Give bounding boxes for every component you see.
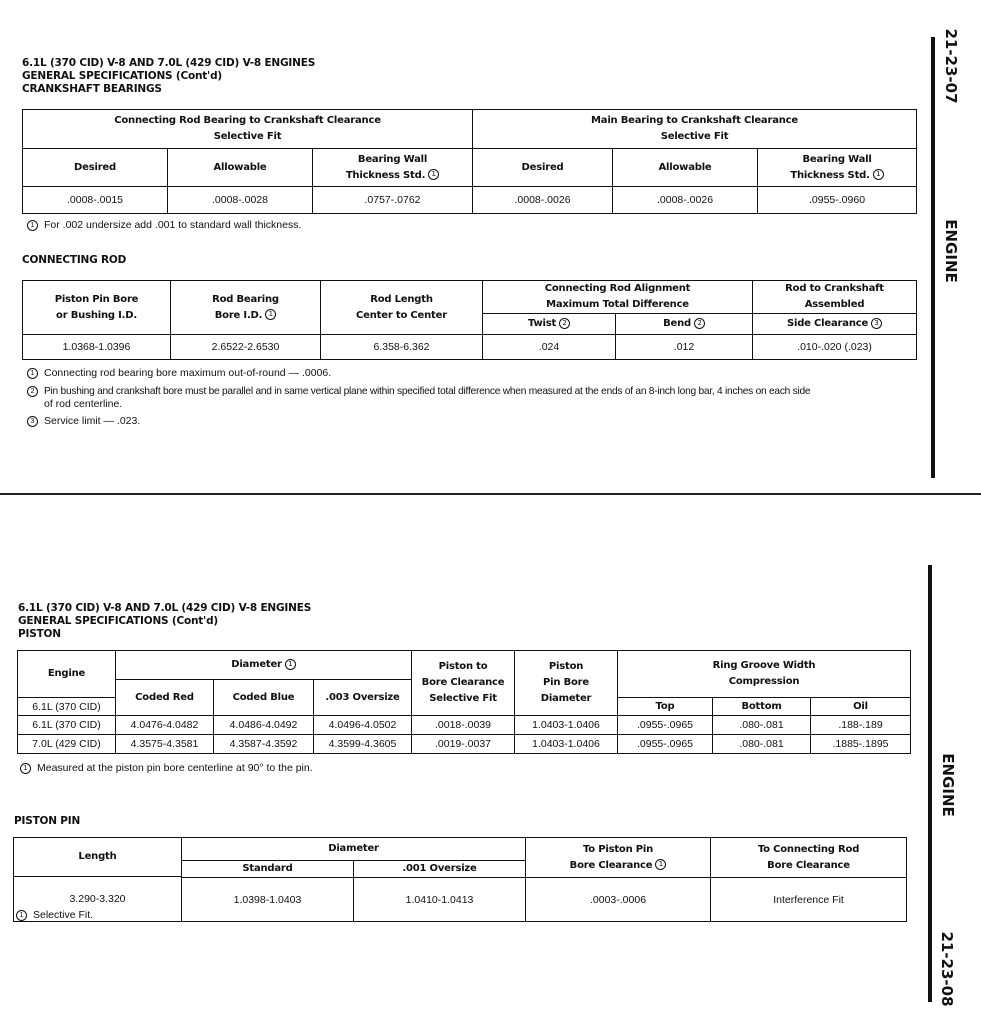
- piston-cell: .188-.189: [811, 716, 911, 735]
- piston-col-coded-red: Coded Red: [116, 680, 214, 716]
- piston-data-rows: [17, 715, 911, 754]
- connecting-rod-table: [22, 280, 917, 360]
- crank-group-rod-header: Connecting Rod Bearing to Crankshaft Clearance Selective Fit: [23, 110, 473, 149]
- pin-cell: 1.0398-1.0403: [182, 878, 354, 922]
- pin-col-standard: Standard: [182, 861, 354, 878]
- piston-cell: 4.3587-4.3592: [214, 735, 314, 754]
- crankshaft-bearings-table: [22, 109, 917, 214]
- piston-pin-table: [13, 837, 907, 922]
- crank-cell: .0955-.0960: [758, 187, 917, 214]
- piston-col-coded-blue: Coded Blue: [214, 680, 314, 716]
- rod-note-2: 2 Pin bushing and crankshaft bore must be parallel and in same vertical plane within specified total difference when measured at the ends of an 8-inch long bar, 4 inches on each side: [27, 385, 922, 398]
- footnote-2-marker: 2: [694, 318, 705, 329]
- piston-cell: 4.0486-4.0492: [214, 716, 314, 735]
- pin-col-to-piston: To Piston Pin Bore Clearance 1: [526, 838, 711, 878]
- top-title-block: [22, 57, 315, 96]
- rod-footnotes: [27, 367, 922, 428]
- top-title-line-2: GENERAL SPECIFICATIONS (Cont'd): [22, 70, 222, 82]
- piston-cell: 1.0403-1.0406: [515, 735, 618, 754]
- top-page-number: 21-23-07: [942, 28, 960, 104]
- piston-col-ring-groove: Ring Groove Width Compression: [618, 651, 911, 698]
- rod-cell: 1.0368-1.0396: [23, 335, 171, 360]
- pin-cell: 1.0410-1.0413: [354, 878, 526, 922]
- bottom-section-label: ENGINE: [939, 753, 957, 817]
- crank-cell: .0008-.0015: [23, 187, 168, 214]
- page-divider: [0, 493, 981, 495]
- footnote-3-marker: 3: [871, 318, 882, 329]
- bottom-title-line-3: PISTON: [18, 628, 61, 640]
- top-title-line-1: 6.1L (370 CID) V-8 AND 7.0L (429 CID) V-8 ENGINES: [22, 57, 316, 69]
- rod-cell: .010-.020 (.023): [753, 335, 917, 360]
- bottom-title-block: [18, 602, 311, 641]
- piston-cell: .080-.081: [713, 735, 811, 754]
- piston-cell: 1.0403-1.0406: [515, 716, 618, 735]
- rod-col-alignment: Connecting Rod Alignment Maximum Total Difference: [483, 281, 753, 314]
- footnote-1-marker: 1: [655, 859, 666, 870]
- rod-col-pin-bore: Piston Pin Bore or Bushing I.D.: [23, 281, 171, 335]
- pin-col-oversize: .001 Oversize: [354, 861, 526, 878]
- pin-footnote: 1 Selective Fit.: [16, 909, 93, 922]
- rod-cell: .012: [616, 335, 753, 360]
- crank-col-allowable: Allowable: [168, 149, 313, 187]
- top-section-label: ENGINE: [942, 219, 960, 283]
- bottom-page-number: 21-23-08: [938, 931, 956, 1007]
- rod-cell: 2.6522-2.6530: [171, 335, 321, 360]
- rod-col-twist: Twist 2: [483, 314, 616, 335]
- piston-col-top: Top: [618, 698, 713, 716]
- footnote-1-marker: 1: [265, 309, 276, 320]
- piston-cell: 7.0L (429 CID): [18, 735, 116, 754]
- bottom-page-edge-bar: [928, 565, 932, 1002]
- main-col-allowable: Allowable: [613, 149, 758, 187]
- main-col-desired: Desired: [473, 149, 613, 187]
- piston-col-oil: Oil: [811, 698, 911, 716]
- crank-col-desired: Desired: [23, 149, 168, 187]
- piston-cell: .0018-.0039: [412, 716, 515, 735]
- footnote-1-marker: 1: [285, 659, 296, 670]
- piston-cell: .0955-.0965: [618, 735, 713, 754]
- footnote-1-marker: 1: [873, 169, 884, 180]
- crank-cell: .0008-.0028: [168, 187, 313, 214]
- crank-col-wall: Bearing Wall Thickness Std. 1: [313, 149, 473, 187]
- top-page-edge-bar: [931, 37, 935, 478]
- piston-col-diameter: Diameter 1: [116, 651, 412, 680]
- piston-col-bore-clearance: Piston to Bore Clearance Selective Fit: [412, 651, 515, 716]
- rod-col-bend: Bend 2: [616, 314, 753, 335]
- footnote-2-marker: 2: [559, 318, 570, 329]
- rod-col-length: Rod Length Center to Center: [321, 281, 483, 335]
- top-title-line-3: CRANKSHAFT BEARINGS: [22, 83, 162, 95]
- bottom-title-line-1: 6.1L (370 CID) V-8 AND 7.0L (429 CID) V-8 ENGINES: [18, 602, 312, 614]
- piston-cell: 4.0496-4.0502: [314, 716, 412, 735]
- main-col-wall: Bearing Wall Thickness Std. 1: [758, 149, 917, 187]
- piston-col-pin-bore: Piston Pin Bore Diameter: [515, 651, 618, 716]
- crank-cell: .0008-.0026: [473, 187, 613, 214]
- rod-col-rod-to-crank: Rod to Crankshaft Assembled: [753, 281, 917, 314]
- rod-note-3: 3 Service limit — .023.: [27, 415, 922, 428]
- rod-col-side-clearance: Side Clearance 3: [753, 314, 917, 335]
- piston-row-7-0l: [18, 735, 911, 754]
- crank-group-main-header: Main Bearing to Crankshaft Clearance Selective Fit: [473, 110, 917, 149]
- rod-note-1: 1 Connecting rod bearing bore maximum out-of-round — .0006.: [27, 367, 922, 380]
- piston-cell: 4.0476-4.0482: [116, 716, 214, 735]
- piston-table: [17, 650, 911, 716]
- piston-cell-engine: 6.1L (370 CID): [18, 698, 116, 716]
- rod-note-2-cont: of rod centerline.: [44, 398, 123, 410]
- piston-cell: .080-.081: [713, 716, 811, 735]
- rod-col-bearing-bore: Rod Bearing Bore I.D. 1: [171, 281, 321, 335]
- bottom-title-line-2: GENERAL SPECIFICATIONS (Cont'd): [18, 615, 218, 627]
- rod-cell: .024: [483, 335, 616, 360]
- pin-cell: .0003-.0006: [526, 878, 711, 922]
- piston-cell: 4.3599-4.3605: [314, 735, 412, 754]
- piston-col-engine: Engine: [18, 651, 116, 698]
- pin-cell: 3.290-3.320: [14, 877, 182, 922]
- footnote-1-marker: 1: [428, 169, 439, 180]
- piston-col-oversize: .003 Oversize: [314, 680, 412, 716]
- piston-cell: .0019-.0037: [412, 735, 515, 754]
- pin-col-length: Length: [14, 838, 182, 877]
- piston-cell: 4.3575-4.3581: [116, 735, 214, 754]
- crank-cell: .0757-.0762: [313, 187, 473, 214]
- pin-cell: Interference Fit: [711, 878, 907, 922]
- pin-col-diameter: Diameter: [182, 838, 526, 861]
- crank-cell: .0008-.0026: [613, 187, 758, 214]
- pin-section-title: PISTON PIN: [14, 815, 81, 827]
- piston-cell: .1885-.1895: [811, 735, 911, 754]
- rod-cell: 6.358-6.362: [321, 335, 483, 360]
- piston-col-bottom: Bottom: [713, 698, 811, 716]
- piston-cell: .0955-.0965: [618, 716, 713, 735]
- piston-cell: 6.1L (370 CID): [18, 716, 116, 735]
- pin-col-to-rod: To Connecting Rod Bore Clearance: [711, 838, 907, 878]
- piston-footnote: 1 Measured at the piston pin bore centerline at 90° to the pin.: [20, 762, 313, 775]
- crank-footnote: 1 For .002 undersize add .001 to standard wall thickness.: [27, 219, 301, 232]
- piston-row-6-1l: [18, 716, 911, 735]
- rod-section-title: CONNECTING ROD: [22, 254, 127, 266]
